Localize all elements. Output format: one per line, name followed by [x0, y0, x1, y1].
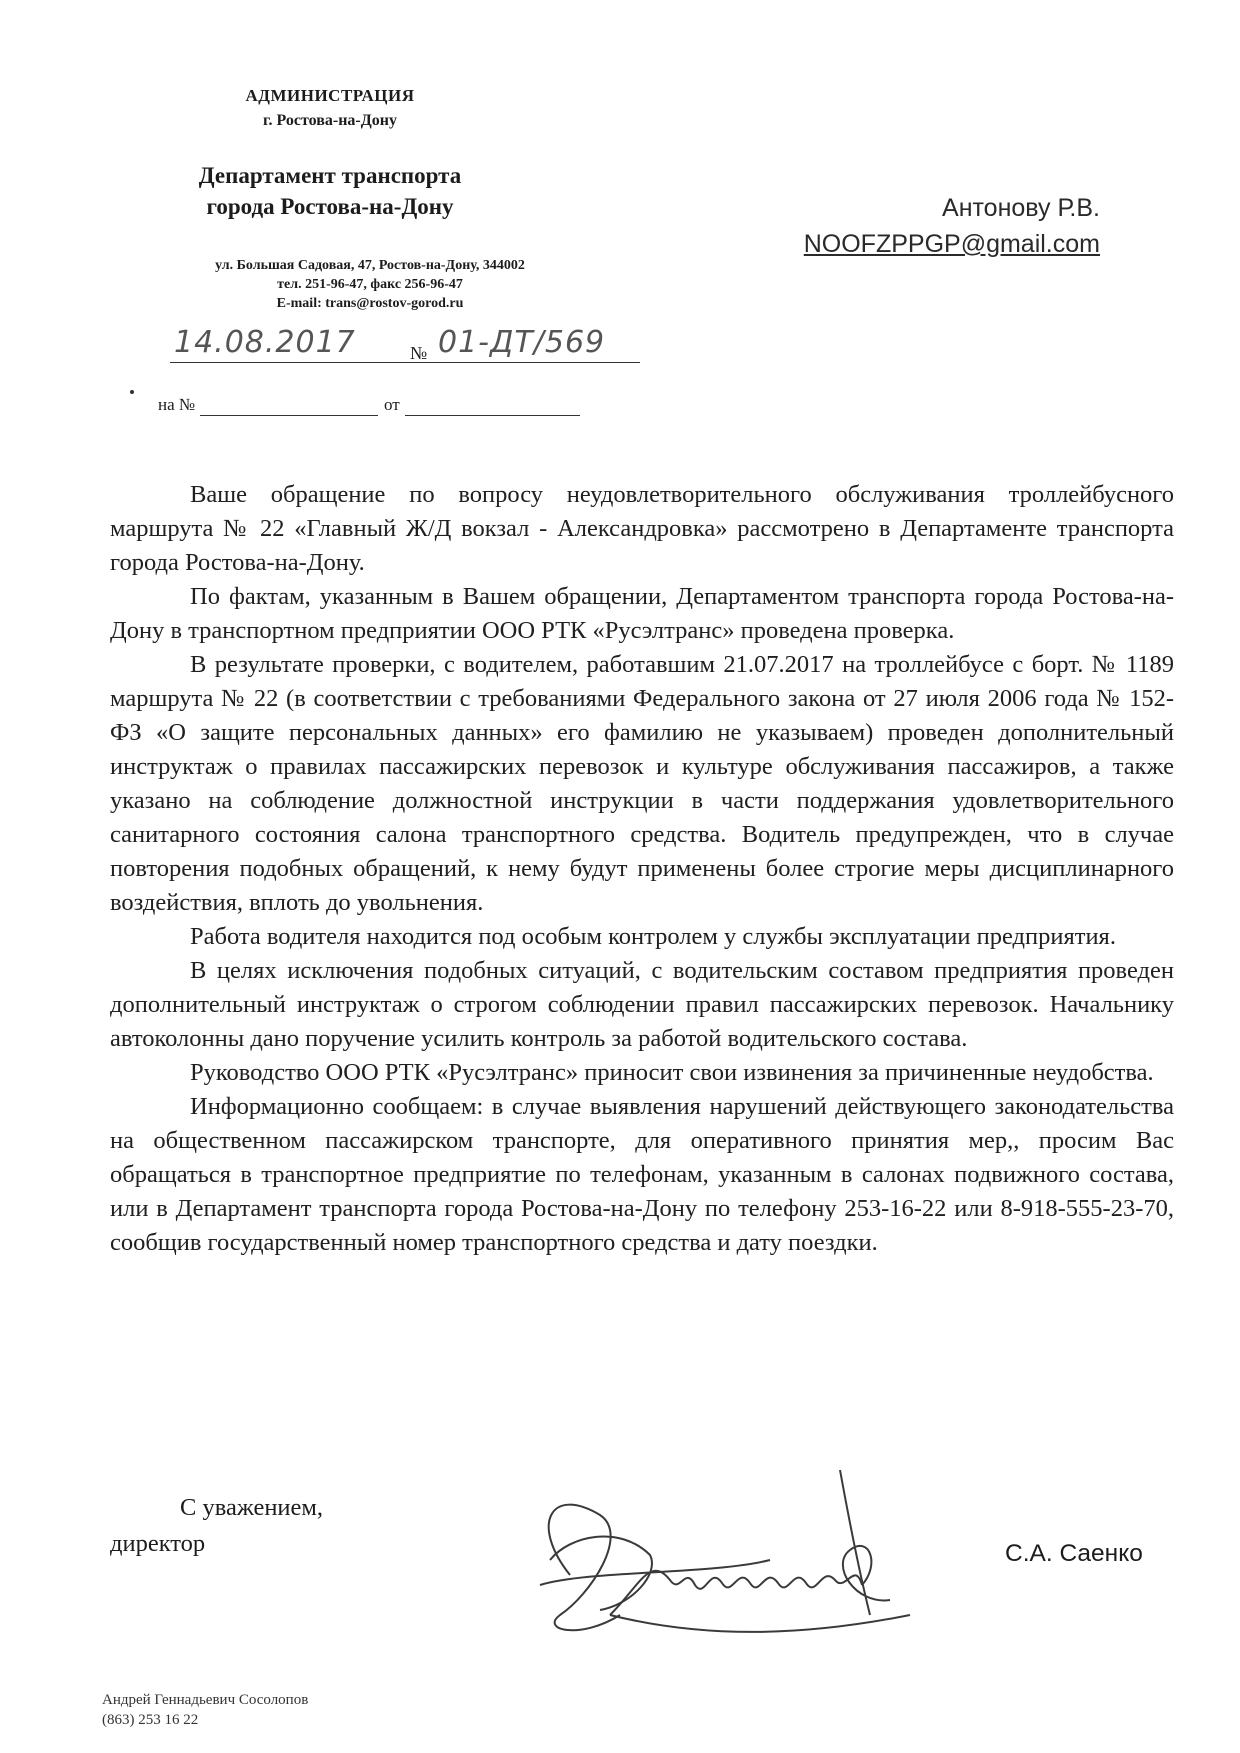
organization-heading: АДМИНИСТРАЦИЯ	[245, 86, 415, 105]
registration-number: 01-ДТ/569	[438, 325, 606, 360]
recipient-block	[700, 190, 1100, 262]
reference-number-label: на №	[158, 395, 196, 414]
body-paragraph: Информационно сообщаем: в случае выявления нарушений действующего законодательства на общественном пассажирском транспорте, для оперативного принятия мер,, просим Вас обращаться в транспортное предприятие по телефонам, указанным в салонах подвижного состава, или в Департамент транспорта города Ростова-на-Дону по телефону 253-16-22 или 8-918-555-23-70, сообщив государственный номер транспортного средства и дату поездки.	[110, 1093, 1174, 1256]
body-paragraph: Ваше обращение по вопросу неудовлетворительного обслуживания троллейбусного маршрута № 22 «Главный Ж/Д вокзал - Александровка» рассмотрено в Департаменте транспорта города Ростова-на-Дону.	[110, 481, 1174, 576]
signer-position: директор	[110, 1530, 206, 1557]
department-email: E-mail: trans@rostov-gorod.ru	[276, 296, 464, 311]
body-paragraph: В результате проверки, с водителем, работавшим 21.07.2017 на троллейбусе с борт. № 1189 маршрута № 22 (в соответствии с требованиями Федерального закона от 27 июля 2006 года № 152-ФЗ «О защите персональных данных» его фамилию не указываем) проведен дополнительный инструктаж о правилах пассажирских перевозок и культуре обслуживания пассажиров, а также указано на соблюдение должностной инструкции в части поддержания удовлетворительного санитарного состояния салона транспортного средства. Водитель предупрежден, что в случае повторения подобных обращений, к нему будут применены более строгие меры дисциплинарного воздействия, вплоть до увольнения.	[110, 651, 1174, 916]
address: ул. Большая Садовая, 47, Ростов-на-Дону, 344002	[215, 258, 525, 273]
reference-number-blank	[200, 415, 378, 416]
recipient-name: Антонову Р.В.	[942, 194, 1100, 222]
body-paragraph: В целях исключения подобных ситуаций, с водительским составом предприятия проведен дополнительный инструктаж о строгом соблюдении правил пассажирских перевозок. Начальнику автоколонны дано поручение усилить контроль за работой водительского состава.	[110, 957, 1174, 1052]
registration-date: 14.08.2017	[174, 325, 356, 360]
department-line-2: города Ростова-на-Дону	[206, 194, 454, 219]
margin-dot	[130, 390, 134, 394]
executor-name: Андрей Геннадьевич Сосолопов	[102, 1692, 309, 1708]
contact-block	[140, 256, 600, 313]
body-paragraph: Руководство ООО РТК «Русэлтранс» приносит свои извинения за причиненные неудобства.	[190, 1059, 1154, 1086]
department-name	[150, 160, 510, 222]
closing-block	[110, 1490, 323, 1562]
registration-number-sign: №	[410, 343, 428, 363]
reference-date-blank	[405, 415, 580, 416]
reference-date-label: от	[384, 395, 400, 414]
organization-city: г. Ростова-на-Дону	[263, 112, 397, 129]
recipient-email: NOOFZPPGP@gmail.com	[803, 230, 1100, 258]
body-paragraph: По фактам, указанным в Вашем обращении, Департаментом транспорта города Ростова-на-Дону в транспортном предприятии ООО РТК «Русэлтранс» проведена проверка.	[110, 583, 1174, 644]
signer-name: С.А. Саенко	[1005, 1540, 1143, 1567]
executor-phone: (863) 253 16 22	[102, 1712, 199, 1728]
letter-body	[110, 478, 1174, 1260]
closing-regards: С уважением,	[180, 1494, 324, 1521]
department-line-1: Департамент транспорта	[198, 163, 462, 188]
phone-fax: тел. 251-96-47, факс 256-96-47	[277, 277, 463, 292]
body-paragraph: Работа водителя находится под особым контролем у службы эксплуатации предприятия.	[190, 923, 1116, 950]
handwritten-signature	[510, 1465, 950, 1655]
executor-block	[102, 1690, 308, 1730]
